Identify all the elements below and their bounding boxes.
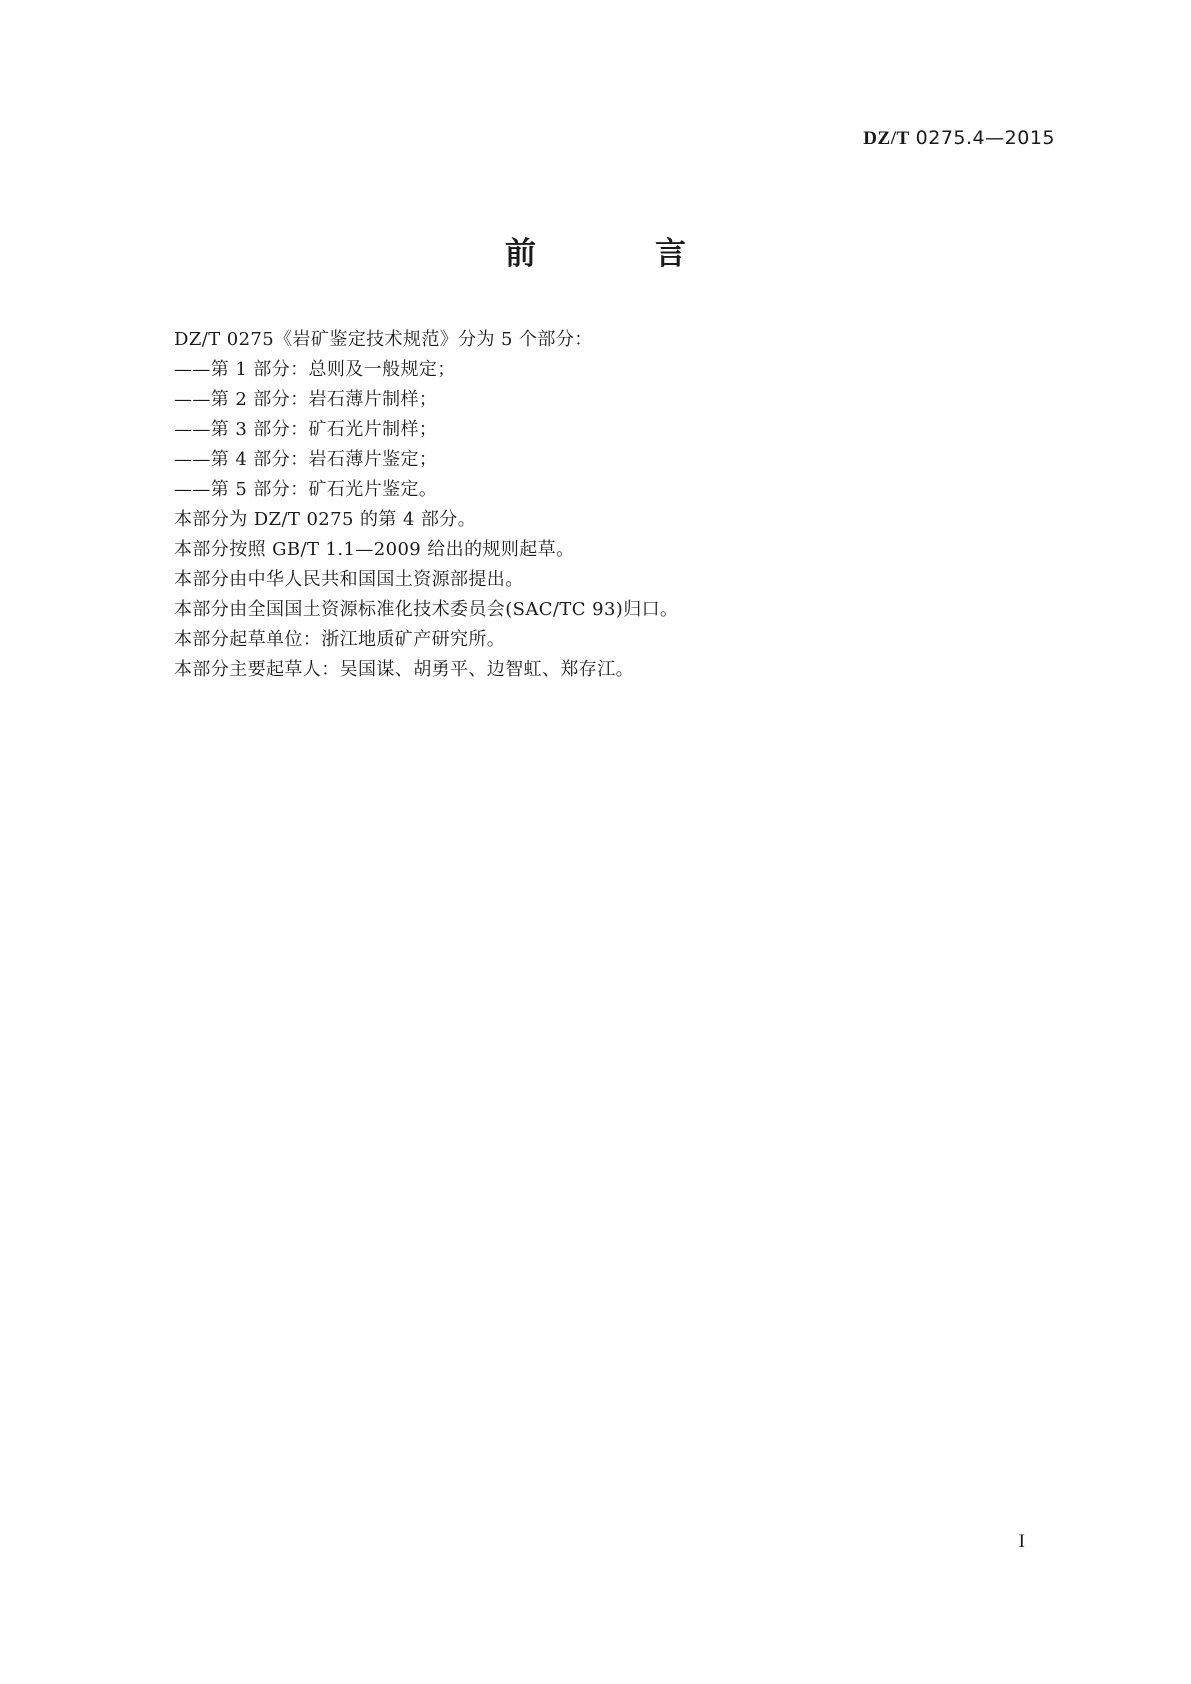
body-line: ——第 1 部分：总则及一般规定；	[174, 359, 456, 380]
body-line: 本部分起草单位：浙江地质矿产研究所。	[174, 629, 506, 650]
body-line: ——第 2 部分：岩石薄片制样；	[174, 389, 438, 410]
document-code-number: 0275.4—2015	[915, 127, 1055, 149]
body-line: ——第 5 部分：矿石光片鉴定。	[174, 479, 438, 500]
body-line: 本部分由中华人民共和国国土资源部提出。	[174, 569, 524, 590]
foreword-body	[174, 325, 1034, 685]
page-number: I	[1018, 1531, 1025, 1552]
document-code	[863, 127, 1055, 150]
body-line: 本部分按照 GB/T 1.1—2009 给出的规则起草。	[174, 539, 575, 560]
body-line: 本部分由全国国土资源标准化技术委员会(SAC/TC 93)归口。	[174, 599, 679, 620]
body-line: 本部分主要起草人：吴国谋、胡勇平、边智虹、郑存江。	[174, 659, 634, 680]
body-line: ——第 3 部分：矿石光片制样；	[174, 419, 438, 440]
body-line: ——第 4 部分：岩石薄片鉴定；	[174, 449, 438, 470]
body-line: DZ/T 0275《岩矿鉴定技术规范》分为 5 个部分：	[174, 329, 593, 350]
page-title: 前 言	[505, 236, 730, 272]
body-line: 本部分为 DZ/T 0275 的第 4 部分。	[174, 509, 477, 530]
document-code-prefix: DZ/T	[863, 128, 910, 149]
